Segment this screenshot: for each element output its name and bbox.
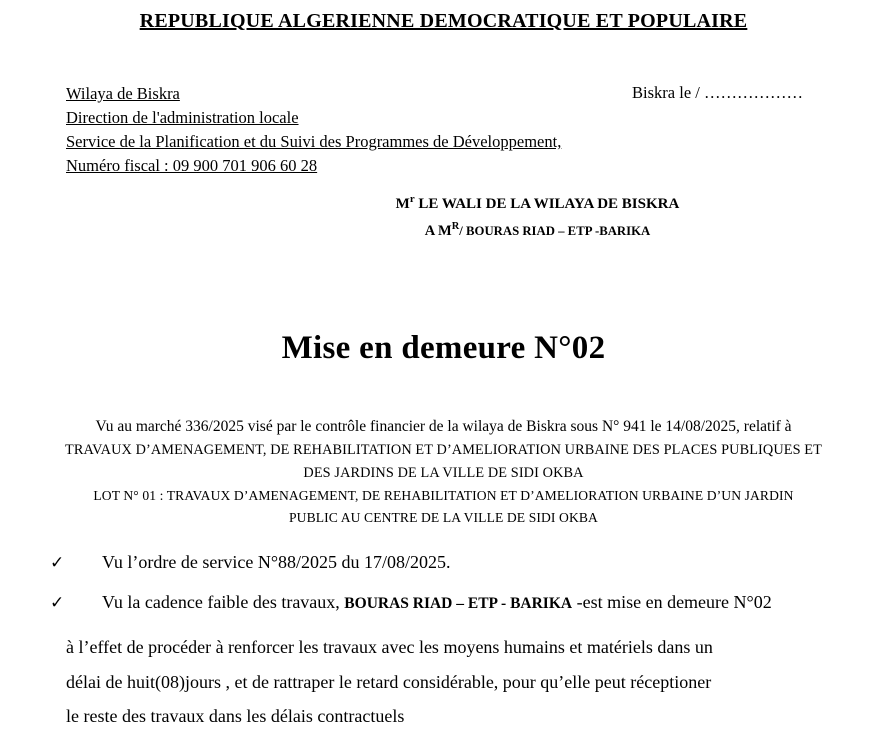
closing-line-2: délai de huit(08)jours , et de rattraper le retard considérable, pour qu’elle peut réceptioner <box>66 671 712 692</box>
list-item-text-before: Vu la cadence faible des travaux, <box>102 591 345 612</box>
recipient-line-2-rest: / BOURAS RIAD – ETP -BARIKA <box>459 223 651 238</box>
closing-paragraph <box>0 630 887 727</box>
reference-line-3: DES JARDINS DE LA VILLE DE SIDI OKBA <box>303 465 584 482</box>
recipient-line-2 <box>210 218 865 244</box>
direction-line: Direction de l'administration locale <box>66 108 299 128</box>
list-item-text-after: -est mise en demeure N°02 <box>572 591 772 612</box>
recipient-line-2-superscript: R <box>451 220 460 232</box>
closing-line-3: le reste des travaux dans les délais contractuels <box>66 706 405 727</box>
list-item <box>50 551 887 574</box>
bullet-list <box>0 551 887 614</box>
page-title: Mise en demeure N°02 <box>281 329 606 366</box>
recipient-line-1-prefix: M <box>395 196 410 213</box>
list-item-text <box>102 591 772 614</box>
reference-line-2: TRAVAUX D’AMENAGEMENT, DE REHABILITATION ET D’AMELIORATION URBAINE DES PLACES PUBLIQUES ET <box>65 441 822 458</box>
closing-line-1: à l’effet de procéder à renforcer les travaux avec les moyens humains et matériels dans un <box>66 637 713 657</box>
list-item-text-before: Vu l’ordre de service N°88/2025 du 17/08/2025. <box>102 552 451 573</box>
recipient-line-1-rest: LE WALI DE LA WILAYA DE BISKRA <box>414 196 680 213</box>
national-header: REPUBLIQUE ALGERIENNE DEMOCRATIQUE ET POPULAIRE <box>139 10 748 32</box>
wilaya-line: Wilaya de Biskra <box>66 84 180 103</box>
reference-line-5: PUBLIC AU CENTRE DE LA VILLE DE SIDI OKBA <box>289 510 598 526</box>
document-page <box>0 10 887 748</box>
reference-line-1: Vu au marché 336/2025 visé par le contrôle financier de la wilaya de Biskra sous N° 941 le 14/08/2025, relatif à <box>95 417 792 435</box>
date-line: Biskra le / ……………… <box>632 83 803 102</box>
recipient-line-1 <box>210 190 865 217</box>
recipient-line-1-superscript: r <box>409 193 415 206</box>
recipient-block <box>0 190 887 243</box>
service-line: Service de la Planification et du Suivi des Programmes de Développement, <box>66 132 562 152</box>
fiscal-number-line: Numéro fiscal : 09 900 701 906 60 28 <box>66 156 318 176</box>
reference-line-4: LOT N° 01 : TRAVAUX D’AMENAGEMENT, DE REHABILITATION ET D’AMELIORATION URBAINE D’UN JARDIN <box>93 488 794 504</box>
check-icon: ✓ <box>50 592 65 612</box>
list-item <box>50 591 887 614</box>
recipient-line-2-prefix: A M <box>424 222 452 239</box>
check-icon: ✓ <box>50 553 65 573</box>
issuing-authority-block <box>66 82 561 178</box>
reference-paragraph <box>0 414 887 529</box>
list-item-text <box>102 551 451 574</box>
admin-date-row <box>0 82 887 178</box>
contractor-name: BOURAS RIAD – ETP - BARIKA <box>344 594 573 612</box>
